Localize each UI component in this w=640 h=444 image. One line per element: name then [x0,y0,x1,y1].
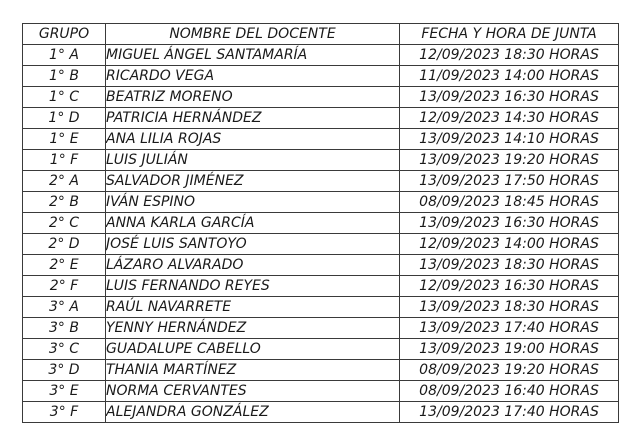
cell-nombre-docente: MIGUEL ÁNGEL SANTAMARÍA [106,45,400,66]
cell-nombre-docente: ANNA KARLA GARCÍA [106,213,400,234]
cell-nombre-docente: LUIS FERNANDO REYES [106,276,400,297]
cell-grupo: 3° A [23,297,106,318]
table-row [23,402,619,423]
table-row [23,171,619,192]
table-row [23,360,619,381]
cell-grupo: 1° D [23,108,106,129]
table-body [23,45,619,423]
table-row [23,192,619,213]
cell-fecha-hora: 13/09/2023 19:00 HORAS [400,339,619,360]
cell-grupo: 2° A [23,171,106,192]
cell-grupo: 2° D [23,234,106,255]
cell-grupo: 3° F [23,402,106,423]
table-row [23,129,619,150]
cell-nombre-docente: PATRICIA HERNÁNDEZ [106,108,400,129]
cell-nombre-docente: YENNY HERNÁNDEZ [106,318,400,339]
cell-nombre-docente: RICARDO VEGA [106,66,400,87]
table-row [23,255,619,276]
table-row [23,276,619,297]
cell-grupo: 1° E [23,129,106,150]
cell-nombre-docente: LÁZARO ALVARADO [106,255,400,276]
cell-fecha-hora: 08/09/2023 16:40 HORAS [400,381,619,402]
cell-grupo: 2° B [23,192,106,213]
cell-fecha-hora: 12/09/2023 16:30 HORAS [400,276,619,297]
cell-fecha-hora: 13/09/2023 18:30 HORAS [400,297,619,318]
cell-fecha-hora: 13/09/2023 17:50 HORAS [400,171,619,192]
cell-grupo: 3° E [23,381,106,402]
cell-grupo: 3° D [23,360,106,381]
table-row [23,108,619,129]
cell-nombre-docente: ALEJANDRA GONZÁLEZ [106,402,400,423]
cell-fecha-hora: 13/09/2023 17:40 HORAS [400,402,619,423]
cell-grupo: 2° F [23,276,106,297]
header-row [23,24,619,45]
cell-nombre-docente: BEATRIZ MORENO [106,87,400,108]
cell-fecha-hora: 13/09/2023 14:10 HORAS [400,129,619,150]
cell-fecha-hora: 13/09/2023 16:30 HORAS [400,213,619,234]
meeting-schedule-table [22,23,619,423]
header-grupo: GRUPO [23,24,106,45]
cell-grupo: 2° E [23,255,106,276]
cell-fecha-hora: 13/09/2023 16:30 HORAS [400,87,619,108]
cell-nombre-docente: SALVADOR JIMÉNEZ [106,171,400,192]
cell-fecha-hora: 08/09/2023 18:45 HORAS [400,192,619,213]
cell-nombre-docente: LUIS JULIÁN [106,150,400,171]
cell-fecha-hora: 13/09/2023 17:40 HORAS [400,318,619,339]
table-row [23,318,619,339]
cell-fecha-hora: 12/09/2023 18:30 HORAS [400,45,619,66]
table-row [23,234,619,255]
cell-grupo: 1° B [23,66,106,87]
cell-nombre-docente: NORMA CERVANTES [106,381,400,402]
table-header [23,24,619,45]
cell-grupo: 3° C [23,339,106,360]
cell-nombre-docente: RAÚL NAVARRETE [106,297,400,318]
cell-fecha-hora: 11/09/2023 14:00 HORAS [400,66,619,87]
cell-nombre-docente: ANA LILIA ROJAS [106,129,400,150]
table-row [23,297,619,318]
table-row [23,45,619,66]
cell-fecha-hora: 08/09/2023 19:20 HORAS [400,360,619,381]
cell-nombre-docente: JOSÉ LUIS SANTOYO [106,234,400,255]
cell-fecha-hora: 13/09/2023 19:20 HORAS [400,150,619,171]
header-nombre-docente: NOMBRE DEL DOCENTE [106,24,400,45]
table-row [23,66,619,87]
cell-nombre-docente: THANIA MARTÍNEZ [106,360,400,381]
cell-grupo: 1° F [23,150,106,171]
cell-grupo: 2° C [23,213,106,234]
table-row [23,150,619,171]
table-row [23,339,619,360]
cell-nombre-docente: IVÁN ESPINO [106,192,400,213]
table-row [23,381,619,402]
table-row [23,87,619,108]
cell-grupo: 3° B [23,318,106,339]
cell-fecha-hora: 12/09/2023 14:00 HORAS [400,234,619,255]
cell-nombre-docente: GUADALUPE CABELLO [106,339,400,360]
cell-fecha-hora: 12/09/2023 14:30 HORAS [400,108,619,129]
header-fecha-hora: FECHA Y HORA DE JUNTA [400,24,619,45]
cell-grupo: 1° A [23,45,106,66]
cell-fecha-hora: 13/09/2023 18:30 HORAS [400,255,619,276]
cell-grupo: 1° C [23,87,106,108]
table-row [23,213,619,234]
